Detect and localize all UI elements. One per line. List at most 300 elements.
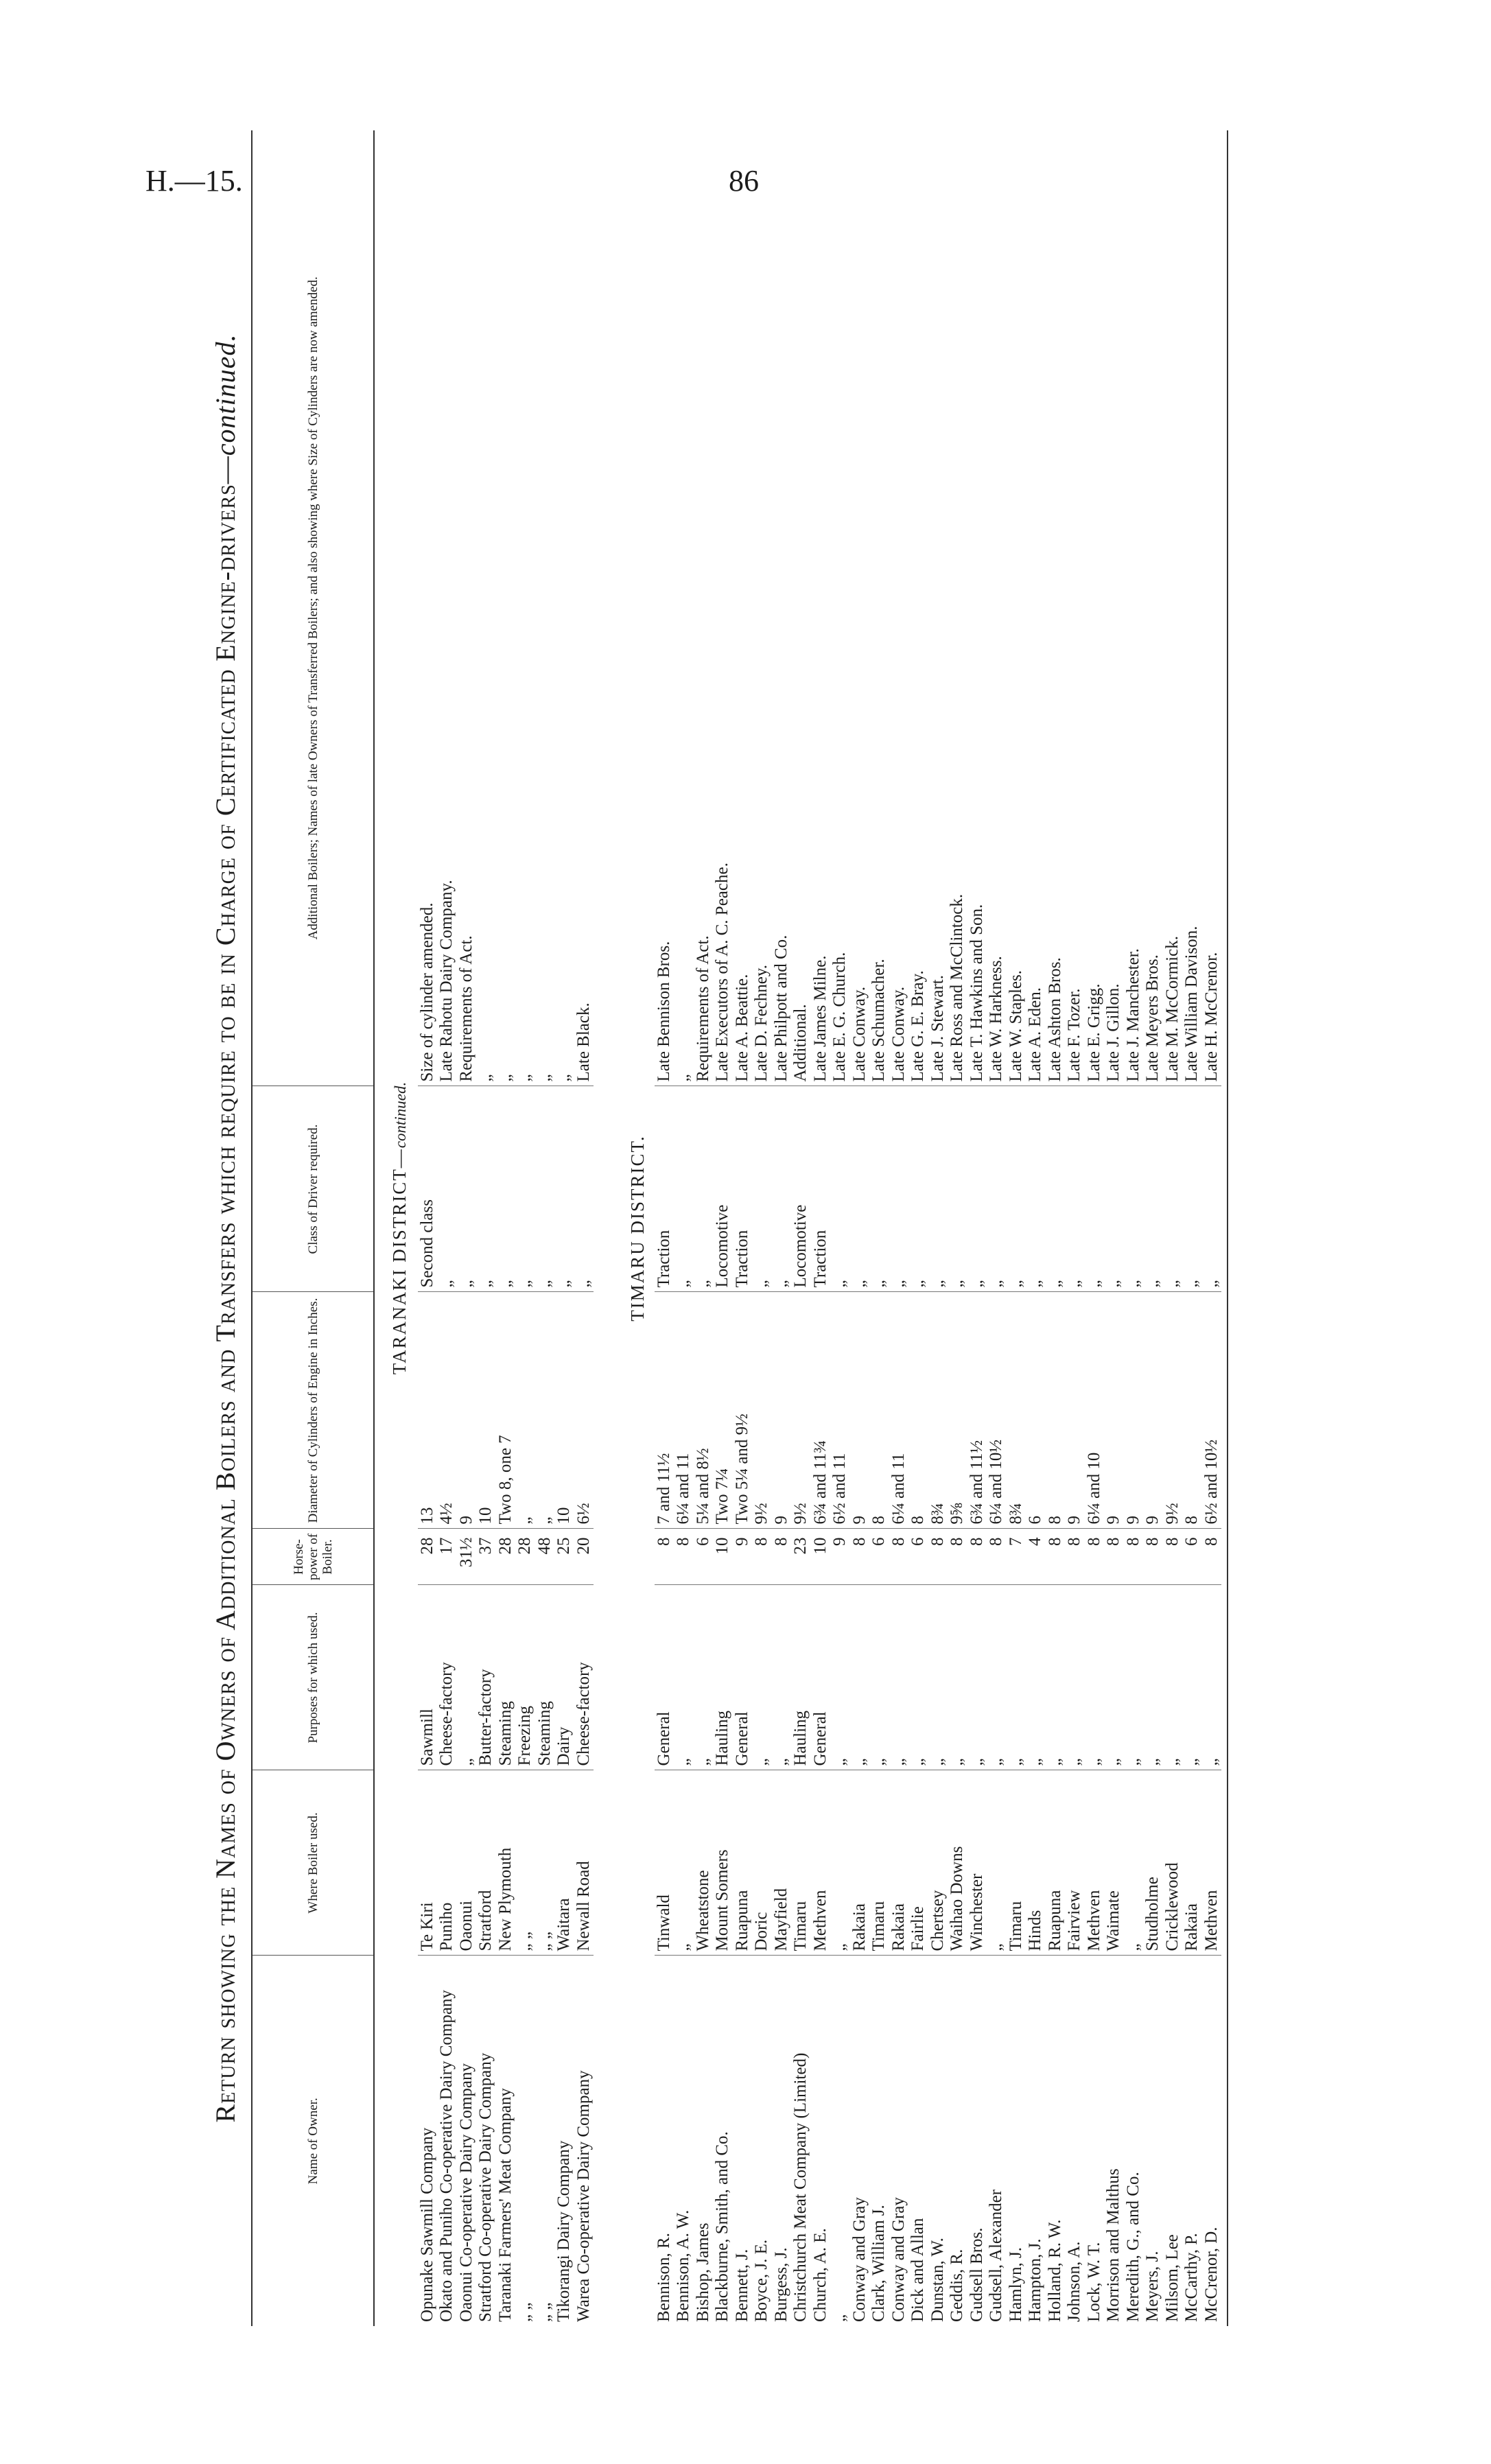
where-cell: Te Kiri [418, 1770, 438, 1956]
class-cell: „ [674, 1086, 694, 1292]
col-owner-header: Name of Owner. [252, 1956, 374, 2326]
owner-cell: Morrison and Malthus [1104, 2168, 1123, 2322]
owner-cell: Meyers, J. [1143, 2251, 1162, 2322]
diameter-cell: 9 [1143, 1292, 1163, 1529]
table-row [476, 130, 496, 2326]
class-cell: „ [457, 1086, 477, 1292]
district-title: TARANAKI DISTRICT— [389, 1148, 410, 1375]
purpose-cell: General [733, 1585, 753, 1770]
hp-cell: 8 [967, 1529, 987, 1585]
table-row [418, 130, 438, 2326]
col-additional-header: Additional Boilers; Names of late Owners of Transferred Boilers; and also showing where Size of Cylinders are now amended. [252, 130, 374, 1086]
district-title: TIMARU DISTRICT. [627, 1135, 648, 1322]
class-cell: „ [1202, 1086, 1222, 1292]
where-cell: Waitara [554, 1770, 574, 1956]
purpose-cell: Steaming [535, 1585, 555, 1770]
district-continued: continued. [392, 1081, 409, 1149]
owner-cell: Blackburne, Smith, and Co. [713, 2131, 731, 2322]
purpose-cell: General [811, 1585, 831, 1770]
purpose-cell: „ [967, 1585, 987, 1770]
hp-cell: 37 [476, 1529, 496, 1585]
table-body [374, 130, 1228, 2326]
col-purpose-header: Purposes for which used. [252, 1585, 374, 1770]
note-cell: Late H. McCrenor. [1202, 130, 1222, 1086]
note-cell: Late J. Gillon. [1104, 130, 1124, 1086]
diameter-cell: 9 [1124, 1292, 1144, 1529]
purpose-cell: Cheese-factory [437, 1585, 457, 1770]
purpose-cell: „ [1182, 1585, 1202, 1770]
note-cell: Late Ashton Bros. [1046, 130, 1066, 1086]
hp-cell: 48 [535, 1529, 555, 1585]
class-cell: „ [1124, 1086, 1144, 1292]
class-cell: „ [1026, 1086, 1046, 1292]
hp-cell: 10 [713, 1529, 733, 1585]
class-cell: Second class [418, 1086, 438, 1292]
purpose-cell: „ [1046, 1585, 1066, 1770]
diameter-cell: 6 [1026, 1292, 1046, 1529]
page-header-left: H.—15. [145, 164, 243, 198]
purpose-cell: „ [1104, 1585, 1124, 1770]
where-cell: Ruapuna [1046, 1770, 1066, 1956]
diameter-cell: 6½ [574, 1292, 594, 1529]
diameter-cell: 6¼ and 10½ [987, 1292, 1007, 1529]
rotated-page-content [209, 130, 1376, 2326]
note-cell: Requirements of Act. [694, 130, 714, 1086]
note-cell: Late E. G. Church. [830, 130, 850, 1086]
document-title [209, 130, 242, 2326]
diameter-cell: 10 [476, 1292, 496, 1529]
where-cell: Waihao Downs [948, 1770, 967, 1956]
boilers-table [251, 130, 1228, 2326]
purpose-cell: „ [1007, 1585, 1026, 1770]
purpose-cell: „ [1085, 1585, 1105, 1770]
table-row [1104, 130, 1124, 2326]
hp-cell: 8 [1124, 1529, 1144, 1585]
owner-cell: „ [830, 2314, 849, 2322]
class-cell: Traction [811, 1086, 831, 1292]
diameter-cell: 9 [772, 1292, 792, 1529]
note-cell: Late Schumacher. [869, 130, 889, 1086]
diameter-cell: 7 and 11½ [655, 1292, 674, 1529]
table-row [1026, 130, 1046, 2326]
class-cell: „ [1085, 1086, 1105, 1292]
hp-cell: 6 [908, 1529, 928, 1585]
diameter-cell: 9⅝ [948, 1292, 967, 1529]
hp-cell: 8 [1143, 1529, 1163, 1585]
where-cell: Winchester [967, 1770, 987, 1956]
class-cell: Traction [655, 1086, 674, 1292]
table-row [908, 130, 928, 2326]
class-cell: „ [496, 1086, 516, 1292]
purpose-cell: „ [772, 1585, 792, 1770]
class-cell: „ [476, 1086, 496, 1292]
where-cell: New Plymouth [496, 1770, 516, 1956]
where-cell: Cricklewood [1163, 1770, 1183, 1956]
table-end-rule [1221, 130, 1228, 2326]
class-cell: Locomotive [713, 1086, 733, 1292]
note-cell: Late Conway. [850, 130, 870, 1086]
owner-cell: Bennison, R. [654, 2233, 673, 2322]
table-row [1202, 130, 1222, 2326]
where-cell: Stratford [476, 1770, 496, 1956]
owner-cell: McCarthy, P. [1182, 2233, 1201, 2322]
diameter-cell: 9½ [752, 1292, 772, 1529]
hp-cell: 10 [811, 1529, 831, 1585]
where-cell: Mount Somers [713, 1770, 733, 1956]
where-cell: Mayfield [772, 1770, 792, 1956]
diameter-cell: 6¼ and 10 [1085, 1292, 1105, 1529]
owner-cell: Church, A. E. [810, 2228, 830, 2322]
note-cell: Late Ross and McClintock. [948, 130, 967, 1086]
table-row [869, 130, 889, 2326]
class-cell: „ [437, 1086, 457, 1292]
diameter-cell: „ [515, 1292, 535, 1529]
note-cell: Late E. Grigg. [1085, 130, 1105, 1086]
owner-cell: „ „ [515, 2302, 534, 2322]
purpose-cell: „ [674, 1585, 694, 1770]
note-cell: „ [515, 130, 535, 1086]
diameter-cell: 9½ [1163, 1292, 1183, 1529]
table-row [791, 130, 811, 2326]
where-cell: Oaonui [457, 1770, 477, 1956]
diameter-cell: 8 [1182, 1292, 1202, 1529]
table-row [1182, 130, 1202, 2326]
class-cell: „ [574, 1086, 594, 1292]
table-row [515, 130, 535, 2326]
owner-cell: Boyce, J. E. [752, 2239, 771, 2322]
owner-cell: Christchurch Meat Company (Limited) [791, 2052, 810, 2322]
hp-cell: 6 [1182, 1529, 1202, 1585]
diameter-cell: 6½ and 11 [830, 1292, 850, 1529]
purpose-cell: „ [752, 1585, 772, 1770]
hp-cell: 8 [928, 1529, 948, 1585]
hp-cell: 31½ [457, 1529, 477, 1585]
owner-cell: Dick and Allan [908, 2218, 927, 2322]
where-cell: Methven [811, 1770, 831, 1956]
col-diameter-header: Diameter of Cylinders of Engine in Inches. [252, 1292, 374, 1529]
diameter-cell: 6¾ and 11½ [967, 1292, 987, 1529]
diameter-cell: 4½ [437, 1292, 457, 1529]
diameter-cell: 9 [457, 1292, 477, 1529]
note-cell: Additional. [791, 130, 811, 1086]
where-cell: Rakaia [850, 1770, 870, 1956]
diameter-cell: 9 [1104, 1292, 1124, 1529]
class-cell: „ [1143, 1086, 1163, 1292]
owner-cell: Dunstan, W. [928, 2238, 947, 2322]
note-cell: Late Meyers Bros. [1143, 130, 1163, 1086]
where-cell: Hinds [1026, 1770, 1046, 1956]
hp-cell: 4 [1026, 1529, 1046, 1585]
purpose-cell: „ [869, 1585, 889, 1770]
where-cell: „ „ [535, 1770, 555, 1956]
class-cell: „ [1163, 1086, 1183, 1292]
note-cell: Late G. E. Bray. [908, 130, 928, 1086]
note-cell: Late M. McCormick. [1163, 130, 1183, 1086]
table-row [1065, 130, 1085, 2326]
hp-cell: 8 [772, 1529, 792, 1585]
class-cell: „ [889, 1086, 909, 1292]
hp-cell: 6 [694, 1529, 714, 1585]
hp-cell: 8 [1065, 1529, 1085, 1585]
hp-cell: 8 [1104, 1529, 1124, 1585]
col-where-header: Where Boiler used. [252, 1770, 374, 1956]
class-cell: „ [694, 1086, 714, 1292]
hp-cell: 9 [733, 1529, 753, 1585]
class-cell: „ [908, 1086, 928, 1292]
diameter-cell: Two 8, one 7 [496, 1292, 516, 1529]
owner-cell: Bishop, James [693, 2222, 712, 2322]
note-cell: Late William Davison. [1182, 130, 1202, 1086]
owner-cell: Geddis, R. [948, 2249, 966, 2322]
note-cell: Late Philpott and Co. [772, 130, 792, 1086]
diameter-cell: 8 [908, 1292, 928, 1529]
note-cell: „ [554, 130, 574, 1086]
hp-cell: 8 [655, 1529, 674, 1585]
title-text: Return showing the Names of Owners of Additional Boilers and Transfers which require to be in Charge of Certificated Engine-drivers— [210, 456, 241, 2123]
table-row [713, 130, 733, 2326]
class-cell: „ [948, 1086, 967, 1292]
note-cell: Late W. Harkness. [987, 130, 1007, 1086]
diameter-cell: 10 [554, 1292, 574, 1529]
purpose-cell: Steaming [496, 1585, 516, 1770]
owner-cell: Taranaki Farmers' Meat Company [495, 2088, 515, 2322]
owner-cell: Lock, W. T. [1084, 2242, 1103, 2322]
where-cell: Chertsey [928, 1770, 948, 1956]
class-cell: „ [772, 1086, 792, 1292]
table-row [733, 130, 753, 2326]
hp-cell: 8 [752, 1529, 772, 1585]
hp-cell: 6 [869, 1529, 889, 1585]
where-cell: Methven [1085, 1770, 1105, 1956]
diameter-cell: 8¾ [928, 1292, 948, 1529]
diameter-cell: 8 [869, 1292, 889, 1529]
col-hp-header: Horse-power of Boiler. [252, 1529, 374, 1585]
owner-cell: Conway and Gray [889, 2197, 908, 2322]
diameter-cell: 9 [850, 1292, 870, 1529]
purpose-cell: „ [948, 1585, 967, 1770]
owner-cell: Conway and Gray [849, 2197, 869, 2322]
purpose-cell: Sawmill [418, 1585, 438, 1770]
district-heading-taranaki [374, 130, 418, 2326]
purpose-cell: „ [1065, 1585, 1085, 1770]
table-row [811, 130, 831, 2326]
note-cell: Late A. Beattie. [733, 130, 753, 1086]
purpose-cell: „ [1026, 1585, 1046, 1770]
owner-cell: Johnson, A. [1065, 2241, 1083, 2322]
where-cell: Puniho [437, 1770, 457, 1956]
owner-cell: Warea Co-operative Dairy Company [574, 2070, 593, 2322]
table-row [987, 130, 1007, 2326]
owner-cell: Holland, R. W. [1045, 2219, 1064, 2322]
note-cell: „ [535, 130, 555, 1086]
purpose-cell: „ [889, 1585, 909, 1770]
purpose-cell: Butter-factory [476, 1585, 496, 1770]
diameter-cell: 9 [1065, 1292, 1085, 1529]
hp-cell: 25 [554, 1529, 574, 1585]
owner-cell: Tikorangi Dairy Company [554, 2140, 573, 2322]
class-cell: „ [1104, 1086, 1124, 1292]
class-cell: „ [1065, 1086, 1085, 1292]
table-row [1143, 130, 1163, 2326]
purpose-cell: Hauling [791, 1585, 811, 1770]
purpose-cell: General [655, 1585, 674, 1770]
note-cell: Late D. Fechney. [752, 130, 772, 1086]
diameter-cell: 6¼ and 11 [889, 1292, 909, 1529]
hp-cell: 8 [987, 1529, 1007, 1585]
table-row [928, 130, 948, 2326]
purpose-cell: Cheese-factory [574, 1585, 594, 1770]
district-heading-timaru [613, 130, 655, 2326]
table-row [674, 130, 694, 2326]
where-cell: Fairview [1065, 1770, 1085, 1956]
where-cell: Methven [1202, 1770, 1222, 1956]
table-row [496, 130, 516, 2326]
table-row [948, 130, 967, 2326]
end-rule-cell [1221, 130, 1228, 2326]
purpose-cell: Hauling [713, 1585, 733, 1770]
where-cell: Rakaia [889, 1770, 909, 1956]
class-cell: „ [1007, 1086, 1026, 1292]
table-row [1163, 130, 1183, 2326]
class-cell: „ [967, 1086, 987, 1292]
class-cell: „ [1182, 1086, 1202, 1292]
table-row [1124, 130, 1144, 2326]
note-cell: Late Bennison Bros. [655, 130, 674, 1086]
hp-cell: 8 [674, 1529, 694, 1585]
diameter-cell: 13 [418, 1292, 438, 1529]
owner-cell: Meredith, G., and Co. [1123, 2172, 1142, 2322]
diameter-cell: 8 [1046, 1292, 1066, 1529]
class-cell: Locomotive [791, 1086, 811, 1292]
class-cell: „ [535, 1086, 555, 1292]
class-cell: „ [554, 1086, 574, 1292]
hp-cell: 8 [1202, 1529, 1222, 1585]
where-cell: Doric [752, 1770, 772, 1956]
table-row [889, 130, 909, 2326]
hp-cell: 17 [437, 1529, 457, 1585]
table-row [554, 130, 574, 2326]
class-cell: „ [830, 1086, 850, 1292]
section-gap [594, 130, 613, 2326]
owner-cell: Burgess, J. [771, 2247, 790, 2322]
note-cell: Late J. Manchester. [1124, 130, 1144, 1086]
purpose-cell: „ [850, 1585, 870, 1770]
note-cell: Late W. Staples. [1007, 130, 1026, 1086]
table-row [830, 130, 850, 2326]
owner-cell: Hamlyn, J. [1006, 2246, 1025, 2322]
owner-cell: Gudsell Bros. [967, 2227, 986, 2322]
purpose-cell: „ [908, 1585, 928, 1770]
hp-cell: 8 [1046, 1529, 1066, 1585]
where-cell: Newall Road [574, 1770, 594, 1956]
purpose-cell: „ [1143, 1585, 1163, 1770]
purpose-cell: Dairy [554, 1585, 574, 1770]
table-header-row [252, 130, 374, 2326]
diameter-cell: 6¾ and 11¾ [811, 1292, 831, 1529]
note-cell: Late Executors of A. C. Peache. [713, 130, 733, 1086]
note-cell: Late Conway. [889, 130, 909, 1086]
owner-cell: Stratford Co-operative Dairy Company [476, 2052, 495, 2322]
class-cell: „ [1046, 1086, 1066, 1292]
table-row [535, 130, 555, 2326]
class-cell: Traction [733, 1086, 753, 1292]
where-cell: „ „ [515, 1770, 535, 1956]
purpose-cell: Freezing [515, 1585, 535, 1770]
table-row [694, 130, 714, 2326]
hp-cell: 8 [850, 1529, 870, 1585]
owner-cell: Okato and Puniho Co-operative Dairy Company [437, 1990, 456, 2322]
purpose-cell: „ [1124, 1585, 1144, 1770]
class-cell: „ [869, 1086, 889, 1292]
purpose-cell: „ [1163, 1585, 1183, 1770]
where-cell: Timaru [791, 1770, 811, 1956]
table-row [1046, 130, 1066, 2326]
note-cell: „ [476, 130, 496, 1086]
owner-cell: Clark, William J. [869, 2205, 888, 2322]
where-cell: „ [987, 1770, 1007, 1956]
where-cell: „ [674, 1770, 694, 1956]
class-cell: „ [850, 1086, 870, 1292]
where-cell: Ruapuna [733, 1770, 753, 1956]
note-cell: Late A. Eden. [1026, 130, 1046, 1086]
owner-cell: McCrenor, D. [1201, 2227, 1221, 2322]
note-cell: Late James Milne. [811, 130, 831, 1086]
hp-cell: 28 [515, 1529, 535, 1585]
purpose-cell: „ [694, 1585, 714, 1770]
hp-cell: 8 [1163, 1529, 1183, 1585]
diameter-cell: 5¼ and 8½ [694, 1292, 714, 1529]
owner-cell: Bennett, J. [732, 2249, 751, 2322]
owner-cell: Gudsell, Alexander [987, 2189, 1005, 2322]
note-cell: Late T. Hawkins and Son. [967, 130, 987, 1086]
where-cell: Wheatstone [694, 1770, 714, 1956]
table-row [1007, 130, 1026, 2326]
purpose-cell: „ [928, 1585, 948, 1770]
where-cell: Timaru [1007, 1770, 1026, 1956]
owner-cell: Bennison, A. W. [674, 2209, 692, 2322]
hp-cell: 7 [1007, 1529, 1026, 1585]
purpose-cell: „ [987, 1585, 1007, 1770]
hp-cell: 8 [1085, 1529, 1105, 1585]
diameter-cell: 6½ and 10½ [1202, 1292, 1222, 1529]
class-cell: „ [987, 1086, 1007, 1292]
diameter-cell: 8¾ [1007, 1292, 1026, 1529]
where-cell: Rakaia [1182, 1770, 1202, 1956]
where-cell: Tinwald [655, 1770, 674, 1956]
where-cell: „ [1124, 1770, 1144, 1956]
hp-cell: 8 [948, 1529, 967, 1585]
note-cell: Late Black. [574, 130, 594, 1086]
note-cell: Size of cylinder amended. [418, 130, 438, 1086]
hp-cell: 28 [418, 1529, 438, 1585]
diameter-cell: Two 5¼ and 9½ [733, 1292, 753, 1529]
table-row [457, 130, 477, 2326]
note-cell: Requirements of Act. [457, 130, 477, 1086]
district-heading-cell [374, 130, 418, 2326]
table-row [772, 130, 792, 2326]
purpose-cell: „ [457, 1585, 477, 1770]
diameter-cell: 6¼ and 11 [674, 1292, 694, 1529]
where-cell: „ [830, 1770, 850, 1956]
title-continued: continued. [210, 333, 241, 456]
table-row [655, 130, 674, 2326]
where-cell: Studholme [1143, 1770, 1163, 1956]
table-row [850, 130, 870, 2326]
hp-cell: 23 [791, 1529, 811, 1585]
note-cell: „ [674, 130, 694, 1086]
hp-cell: 9 [830, 1529, 850, 1585]
purpose-cell: „ [830, 1585, 850, 1770]
